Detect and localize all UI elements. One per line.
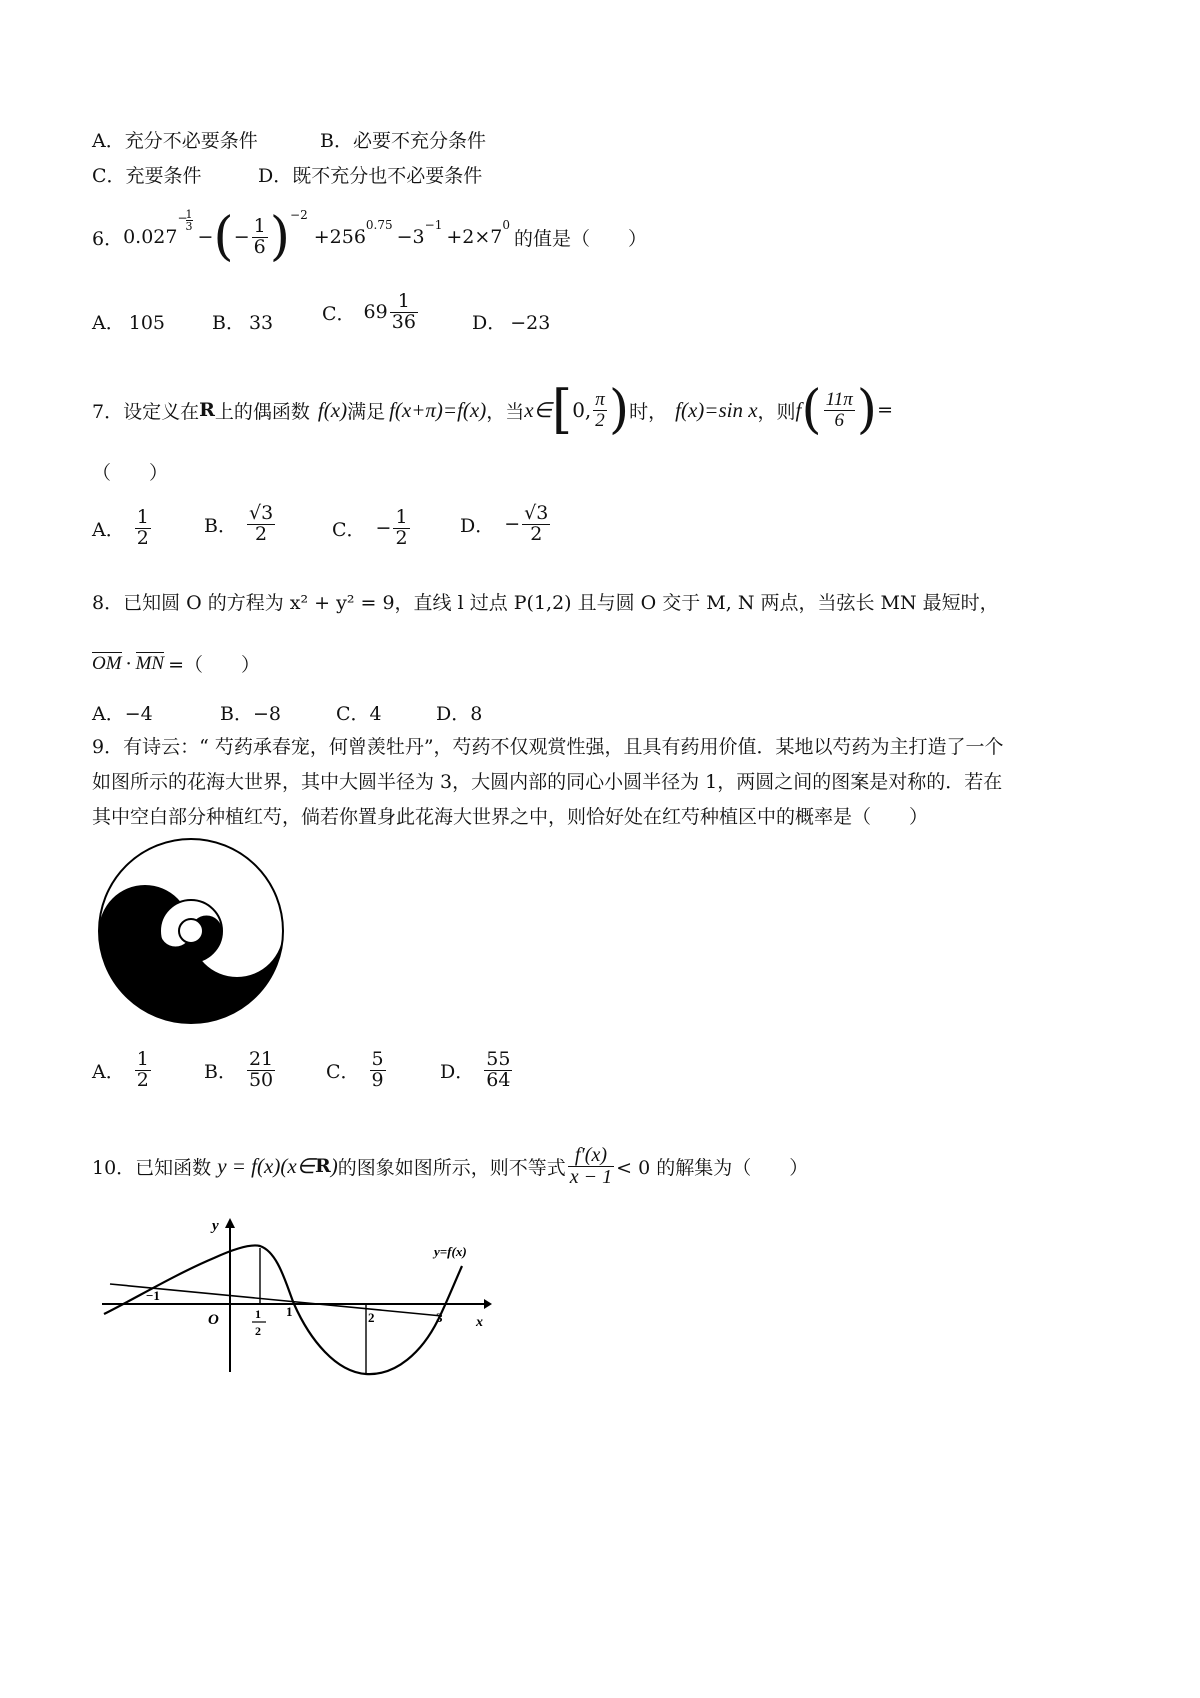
tick-half-den: 2 [255, 1324, 261, 1338]
q9-line2: 如图所示的花海大世界，其中大圆半径为 3，大圆内部的同心小圆半径为 1，两圆之间的图案是对称的．若在 [92, 771, 1003, 793]
q6-number: 6． [92, 227, 124, 250]
q7-option-b: B． $\frac{√3}{2}$ [204, 502, 274, 545]
tick-2: 2 [368, 1310, 375, 1325]
q6-fraction: $\frac{1}{6}$ [253, 214, 266, 258]
q9-option-a: A． $\frac{1}{2}$ [92, 1048, 149, 1091]
q5-option-d: D．既不充分也不必要条件 [258, 165, 483, 187]
tick-1: 1 [286, 1304, 293, 1319]
q7-option-a: A． $\frac{1}{2}$ [92, 506, 149, 549]
tick-neg1: −1 [146, 1288, 160, 1303]
q5-option-a: A．充分不必要条件 [92, 130, 258, 152]
q6-option-a: A． 105 [92, 312, 165, 334]
q8-line1: 8．已知圆 O 的方程为 x² + y² = 9，直线 l 过点 P(1,2) 且与圆 O 交于 M, N 两点，当弦长 MN 最短时， [92, 592, 999, 614]
q9-option-b: B． $\frac{21}{50}$ [204, 1048, 274, 1091]
vector-om: OM [92, 653, 122, 674]
y-axis-arrow [225, 1218, 235, 1228]
q9-option-d: D． $\frac{55}{64}$ [440, 1048, 511, 1091]
q6-base1: 0.027 [123, 226, 178, 248]
question-7: 7． 设定义在 R 上的偶函数 f(x) 满足 f(x+π)=f(x) ，当 x∈ [ 0, $\frac{\pi}{2}$ ) 时， f(x)=sin x ，则 f ( $\frac{11\pi}{6}$ ) = [92, 380, 893, 440]
q6-exp1: − 1 3 [177, 208, 193, 233]
function-graph [96, 1212, 496, 1382]
q7-eq2: f(x)=sin x [675, 397, 758, 422]
q6-suffix: 的值是（ ） [514, 227, 648, 250]
q6-term4: −3 [396, 226, 425, 248]
y-label: y [212, 1218, 219, 1234]
q6-option-c: C． 69 $\frac{1}{36}$ [322, 290, 416, 333]
q7-eq1: f(x+π)=f(x) [389, 397, 487, 422]
tick-half-num: 1 [255, 1307, 261, 1321]
q8-option-c: C．4 [336, 703, 382, 725]
x-label: x [476, 1315, 483, 1330]
q9-line1: 9．有诗云：“ 芍药承春宠，何曾羡牡丹”，芍药不仅观赏性强，且具有药用价值．某地以芍药为主打造了一个 [92, 736, 1004, 758]
q6-term3: +256 [313, 226, 366, 248]
q7-option-c: C． − $\frac{1}{2}$ [332, 506, 408, 549]
q9-option-c: C． $\frac{5}{9}$ [326, 1048, 384, 1091]
q9-line3: 其中空白部分种植红芍，倘若你置身此花海大世界之中，则恰好处在红芍种植区中的概率是（ ） [92, 806, 929, 828]
question-6: 6． 0.027 − 1 3 − ( − $\frac{1}{6}$ ) $^{-2}$ +256 $^{0.75}$ −3 $^{-1}$ +2×7 $^0$ 的值是（ ） [92, 207, 648, 267]
q8-option-d: D．8 [436, 703, 483, 725]
origin-label: O [208, 1312, 219, 1328]
q5-option-b: B．必要不充分条件 [320, 130, 486, 152]
q7-f1: f(x) [317, 397, 348, 422]
q5-option-c: C．充要条件 [92, 165, 202, 187]
vector-mn: MN [135, 653, 165, 674]
q6-exp2: −2 [290, 208, 308, 222]
yin-yang-figure [96, 836, 286, 1026]
q6-term5: +2×7 [446, 226, 503, 248]
tick-3: 3 [436, 1310, 443, 1325]
q7-option-d: D． − $\frac{√3}{2}$ [460, 502, 549, 545]
q8-option-b: B．−8 [220, 703, 281, 725]
q8-option-a: A．−4 [92, 703, 153, 725]
question-10: 10．已知函数 y = f(x)(x∈ R ) 的图象如图所示，则不等式 $\frac{f'(x)}{x - 1}$ < 0 的解集为（ ） [92, 1143, 809, 1188]
q6-option-b: B． 33 [212, 312, 274, 334]
center-circle [179, 919, 203, 943]
q7-paren: （ ） [92, 462, 169, 484]
curve-label: y=f(x) [434, 1244, 467, 1259]
q8-line2: OM · MN =（ ） [92, 652, 261, 676]
function-curve [104, 1246, 462, 1375]
x-axis-arrow [484, 1299, 492, 1309]
q6-option-d: D． −23 [472, 312, 551, 334]
q6-minus: − [197, 226, 214, 248]
